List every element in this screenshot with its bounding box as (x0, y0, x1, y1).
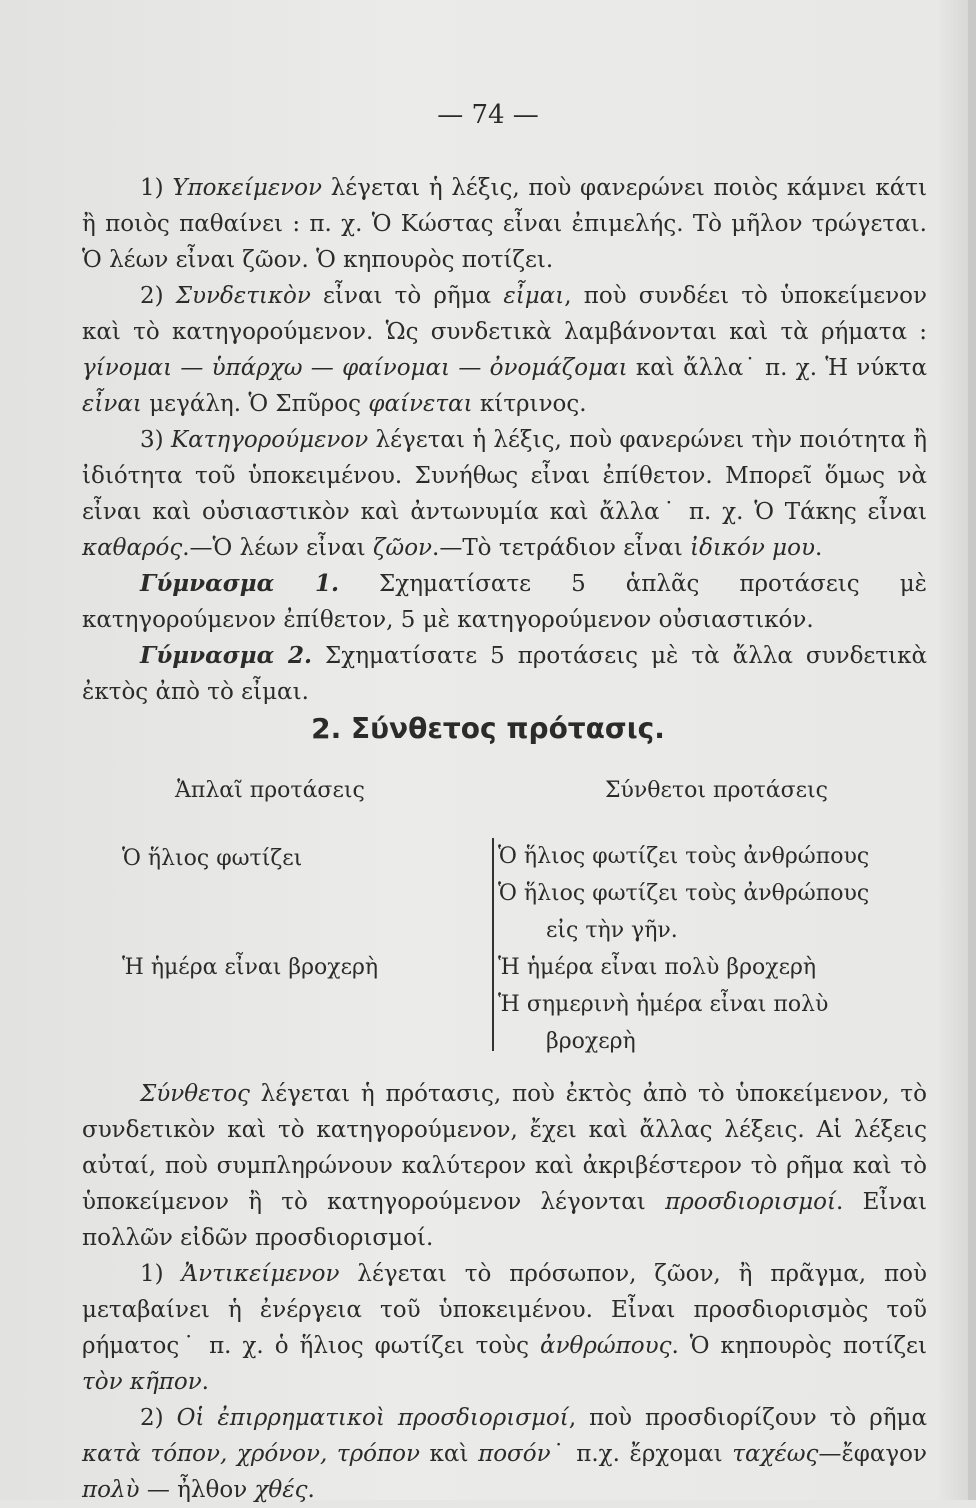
paragraph-adverbial: 2) Οἱ ἐπιρρηματικοὶ προσδιορισμοί, ποὺ προσδιορίζουν τὸ ρῆμα κατὰ τόπον, χρόνον, τρόπον καὶ ποσόν˙ π.χ. ἔρχομαι ταχέως—ἔφαγον πολὺ — ἦλθον χθές. (82, 1405, 927, 1503)
section-heading: 2. Σύνθετος πρότασις. (311, 712, 665, 745)
compound-sentence-2: Ὁ ἥλιος φωτίζει τοὺς ἀνθρώπους (498, 881, 870, 906)
simple-column-header: Ἁπλαῖ προτάσεις (175, 778, 365, 803)
exercise-one-label: Γύμνασμα 1. (140, 570, 339, 597)
term-subject: Υποκείμενον (172, 175, 323, 201)
paragraph-compound: Σύνθετος λέγεται ἡ πρότασις, ποὺ ἐκτὸς ἀπὸ τὸ ὑποκείμενον, τὸ συνδετικὸν καὶ τὸ κατηγορούμενον, ἔχει καὶ ἄλλας λέξεις. Αἱ λέξεις αὐταί, ποὺ συμπληρώνουν καλύτερον καὶ ἀκριβέστερον τὸ ρῆμα καὶ τὸ ὑποκείμενον ἢ τὸ κατηγορούμενον λέγονται προσδιορισμοί. Εἶναι πολλῶν εἰδῶν προσδιορισμοί. (82, 1081, 927, 1251)
page-number: — 74 — (437, 100, 539, 130)
exercise-two-label: Γύμνασμα 2. (140, 642, 313, 669)
exercise-one: Γύμνασμα 1. Σχηματίσατε 5 ἁπλᾶς προτάσεις μὲ κατηγορούμενον ἐπίθετον, 5 μὲ κατηγορούμενον οὐσιαστικόν. (82, 570, 927, 633)
compound-sentence-2-cont: εἰς τὴν γῆν. (546, 918, 678, 943)
simple-sentence-1: Ὁ ἥλιος φωτίζει (122, 846, 303, 871)
compound-sentences (498, 838, 938, 1060)
paragraph-subject: 1) Υποκείμενον λέγεται ἡ λέξις, ποὺ φανερώνει ποιὸς κάμνει κάτι ἢ ποιὸς παθαίνει : π. χ. Ὁ Κώστας εἶναι ἐπιμελής. Τὸ μῆλον τρώγεται. Ὁ λέων εἶναι ζῶον. Ὁ κηπουρὸς ποτίζει. (82, 175, 927, 273)
column-divider (492, 838, 494, 1051)
simple-sentence-2: Ἡ ἡμέρα εἶναι βροχερὴ (122, 955, 379, 980)
section-one (82, 170, 927, 710)
exercise-two: Γύμνασμα 2. Σχηματίσατε 5 προτάσεις μὲ τὰ ἄλλα συνδετικὰ ἐκτὸς ἀπὸ τὸ εἶμαι. (82, 642, 927, 705)
term-object: Ἀντικείμενον (181, 1261, 340, 1287)
page-edge (968, 0, 976, 1500)
section-two (82, 1076, 927, 1508)
paragraph-predicate: 3) Κατηγορούμενον λέγεται ἡ λέξις, ποὺ φανερώνει τὴν ποιότητα ἢ ἰδιότητα τοῦ ὑποκειμένου. Συνήθως εἶναι ἐπίθετον. Μπορεῖ ὅμως νὰ εἶναι καὶ οὐσιαστικὸν καὶ ἀντωνυμία καὶ ἄλλα˙ π. χ. Ὁ Τάκης εἶναι καθαρός.—Ὁ λέων εἶναι ζῶον.—Τὸ τετράδιον εἶναι ἰδικόν μου. (82, 427, 928, 561)
paragraph-copula: 2) Συνδετικὸν εἶναι τὸ ρῆμα εἶμαι, ποὺ συνδέει τὸ ὑποκείμενον καὶ τὸ κατηγορούμενον. Ὡς συνδετικὰ λαμβάνονται καὶ τὰ ρήματα : γίνομαι — ὑπάρχω — φαίνομαι — ὀνομάζομαι καὶ ἄλλα˙ π. χ. Ἡ νύκτα εἶναι μεγάλη. Ὁ Σπῦρος φαίνεται κίτρινος. (82, 283, 928, 417)
term-predicate: Κατηγορούμενον (170, 427, 369, 453)
term-adverbial: Οἱ ἐπιρρηματικοὶ προσδιορισμοί (176, 1405, 569, 1431)
compound-sentence-3: Ἡ ἡμέρα εἶναι πολὺ βροχερὴ (498, 955, 817, 980)
paragraph-object: 1) Ἀντικείμενον λέγεται τὸ πρόσωπον, ζῶον, ἢ πρᾶγμα, ποὺ μεταβαίνει ἡ ἐνέργεια τοῦ ὑποκειμένου. Εἶναι προσδιορισμὸς τοῦ ρήματος˙ π. χ. ὁ ἥλιος φωτίζει τοὺς ἀνθρώπους. Ὁ κηπουρὸς ποτίζει τὸν κῆπον. (82, 1261, 927, 1395)
compound-column-header: Σύνθετοι προτάσεις (605, 778, 829, 803)
term-compound: Σύνθετος (140, 1081, 250, 1107)
term-copula: Συνδετικὸν (175, 283, 311, 309)
compound-sentence-4: Ἡ σημερινὴ ἡμέρα εἶναι πολὺ (498, 992, 829, 1017)
compound-sentence-4-cont: βροχερὴ (546, 1029, 636, 1054)
compound-sentence-1: Ὁ ἥλιος φωτίζει τοὺς ἀνθρώπους (498, 844, 870, 869)
